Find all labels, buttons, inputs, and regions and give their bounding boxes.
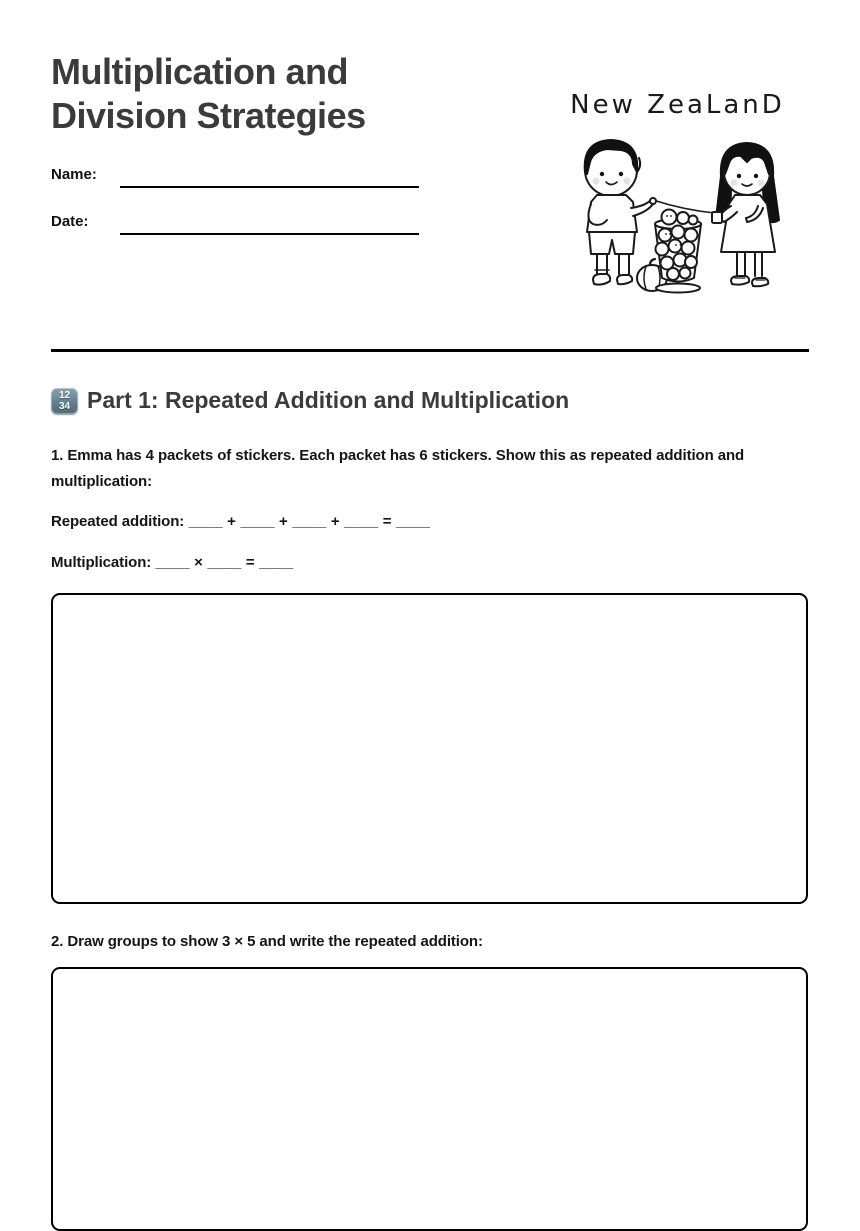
part1-heading-text: Part 1: Repeated Addition and Multiplication <box>87 387 570 413</box>
question-1-text: 1. Emma has 4 packets of stickers. Each packet has 6 stickers. Show this as repeated addition and multiplication: <box>51 447 745 490</box>
input-numbers-icon-bottom: 34 <box>58 400 71 412</box>
question-2-text: 2. Draw groups to show 3 × 5 and write the repeated addition: <box>51 933 483 950</box>
date-field-line[interactable] <box>120 233 419 235</box>
illustration-caption: New ZeaLanD <box>570 90 785 120</box>
part1-heading <box>51 387 811 414</box>
name-label: Name: <box>51 166 97 183</box>
input-numbers-icon <box>51 388 78 414</box>
multiplication-label: Multiplication: <box>51 554 152 571</box>
section-divider <box>51 349 809 352</box>
name-field-line[interactable] <box>120 186 419 188</box>
repeated-addition-label: Repeated addition: <box>51 513 185 530</box>
new-zealand-illustration <box>545 90 810 300</box>
multiplication-blanks[interactable]: ____ × ____ = ____ <box>155 554 294 571</box>
question-2-answer-box[interactable] <box>51 967 808 1231</box>
page-title: Multiplication and Division Strategies <box>51 51 366 136</box>
multiplication-line <box>51 554 293 571</box>
repeated-addition-line <box>51 513 430 530</box>
input-numbers-icon-top: 12 <box>58 389 71 401</box>
date-label: Date: <box>51 213 89 230</box>
question-1-answer-box[interactable] <box>51 593 808 904</box>
children-with-jar-illustration <box>549 128 807 300</box>
repeated-addition-blanks[interactable]: ____ + ____ + ____ + ____ = ____ <box>188 513 431 530</box>
